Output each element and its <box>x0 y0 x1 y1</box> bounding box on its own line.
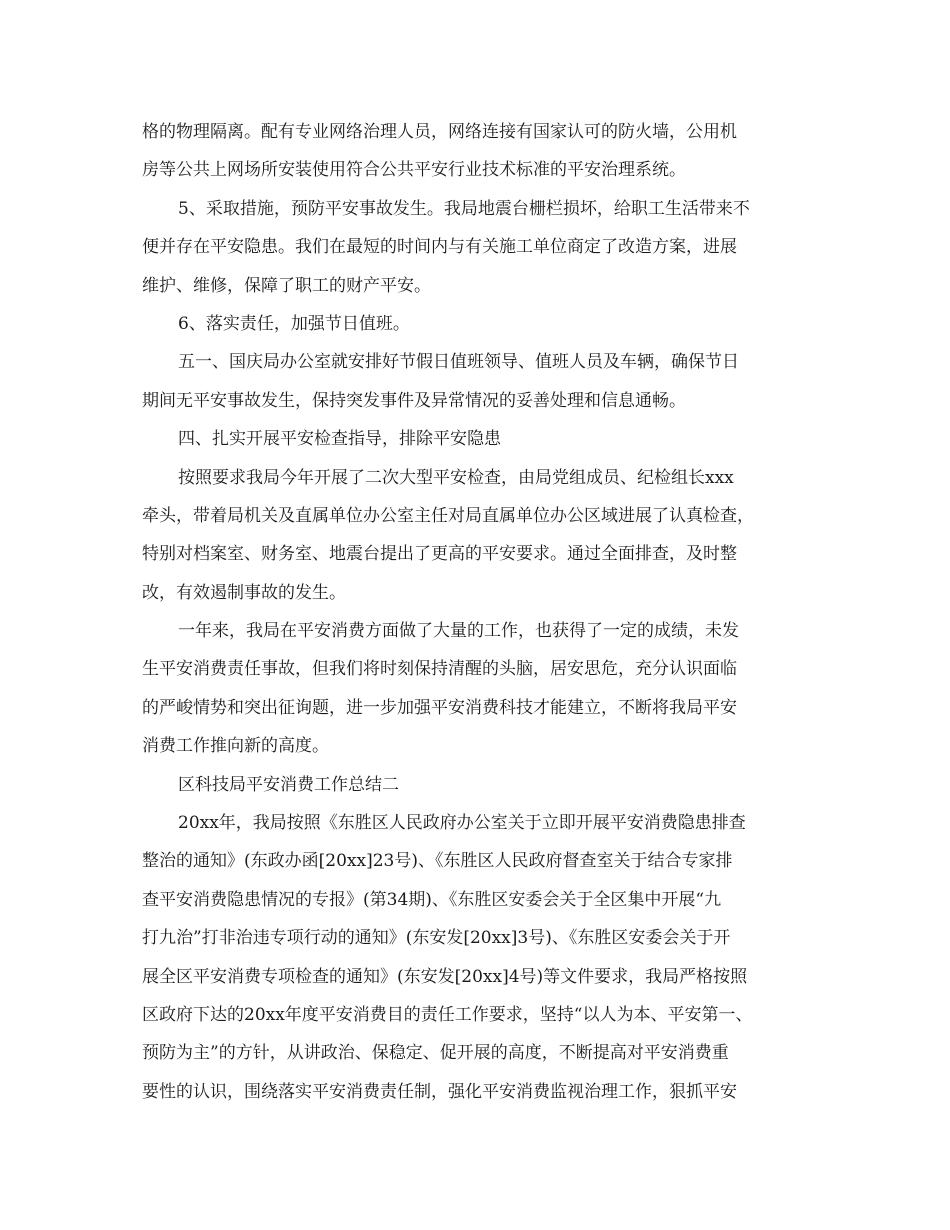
text-line: 消费工作推向新的高度。 <box>142 736 329 757</box>
text-line: 一年来，我局在平安消费方面做了大量的工作，也获得了一定的成绩，未发 <box>178 621 739 642</box>
section-title: 区科技局平安消费工作总结二 <box>178 774 399 795</box>
text-line: 20xx年，我局按照《东胜区人民政府办公室关于立即开展平安消费隐患排查 <box>178 813 746 834</box>
text-line: 维护、维修，保障了职工的财产平安。 <box>142 275 431 296</box>
text-line: 5、采取措施，预防平安事故发生。我局地震台栅栏损坏，给职工生活带来不 <box>178 198 750 219</box>
document-body <box>142 113 814 1111</box>
text-line: 房等公共上网场所安装使用符合公共平安行业技术标准的平安治理系统。 <box>142 160 686 181</box>
text-line: 生平安消费责任事故，但我们将时刻保持清醒的头脑，居安思危，充分认识面临 <box>142 659 737 680</box>
text-line: 期间无平安事故发生，保持突发事件及异常情况的妥善处理和信息通畅。 <box>142 390 686 411</box>
text-line: 查平安消费隐患情况的专报》(第34期)、《东胜区安委会关于全区集中开展“九 <box>142 889 722 910</box>
text-line: 的严峻情势和突出征询题，进一步加强平安消费科技才能建立，不断将我局平安 <box>142 697 737 718</box>
text-line: 6、落实责任，加强节日值班。 <box>178 313 410 334</box>
text-line: 预防为主”的方针，从讲政治、保稳定、促开展的高度，不断提高对平安消费重 <box>142 1043 729 1064</box>
text-line: 按照要求我局今年开展了二次大型平安检查，由局党组成员、纪检组长xxx <box>178 467 734 488</box>
text-line: 便并存在平安隐患。我们在最短的时间内与有关施工单位商定了改造方案，进展 <box>142 237 737 258</box>
text-line: 改，有效遏制事故的发生。 <box>142 582 346 603</box>
text-line: 牵头，带着局机关及直属单位办公室主任对局直属单位办公区域进展了认真检查， <box>142 505 754 526</box>
section-heading: 四、扎实开展平安检查指导，排除平安隐患 <box>178 429 501 450</box>
text-line: 整治的通知》(东政办函[20xx]23号)、《东胜区人民政府督查室关于结合专家排 <box>142 851 733 872</box>
text-line: 展全区平安消费专项检查的通知》(东安发[20xx]4号)等文件要求，我局严格按照 <box>142 966 748 987</box>
text-line: 格的物理隔离。配有专业网络治理人员，网络连接有国家认可的防火墙，公用机 <box>142 122 737 142</box>
text-line: 打九治”打非治违专项行动的通知》(东安发[20xx]3号)、《东胜区安委会关于开 <box>142 928 731 949</box>
text-line: 五一、国庆局办公室就安排好节假日值班领导、值班人员及车辆，确保节日 <box>178 352 739 373</box>
text-line: 特别对档案室、财务室、地震台提出了更高的平安要求。通过全面排查，及时整 <box>142 544 737 565</box>
text-line: 区政府下达的20xx年度平安消费目的责任工作要求，坚持“以人为本、平安第一、 <box>142 1004 753 1025</box>
text-line: 要性的认识，围绕落实平安消费责任制，强化平安消费监视治理工作，狠抓平安 <box>142 1081 737 1102</box>
